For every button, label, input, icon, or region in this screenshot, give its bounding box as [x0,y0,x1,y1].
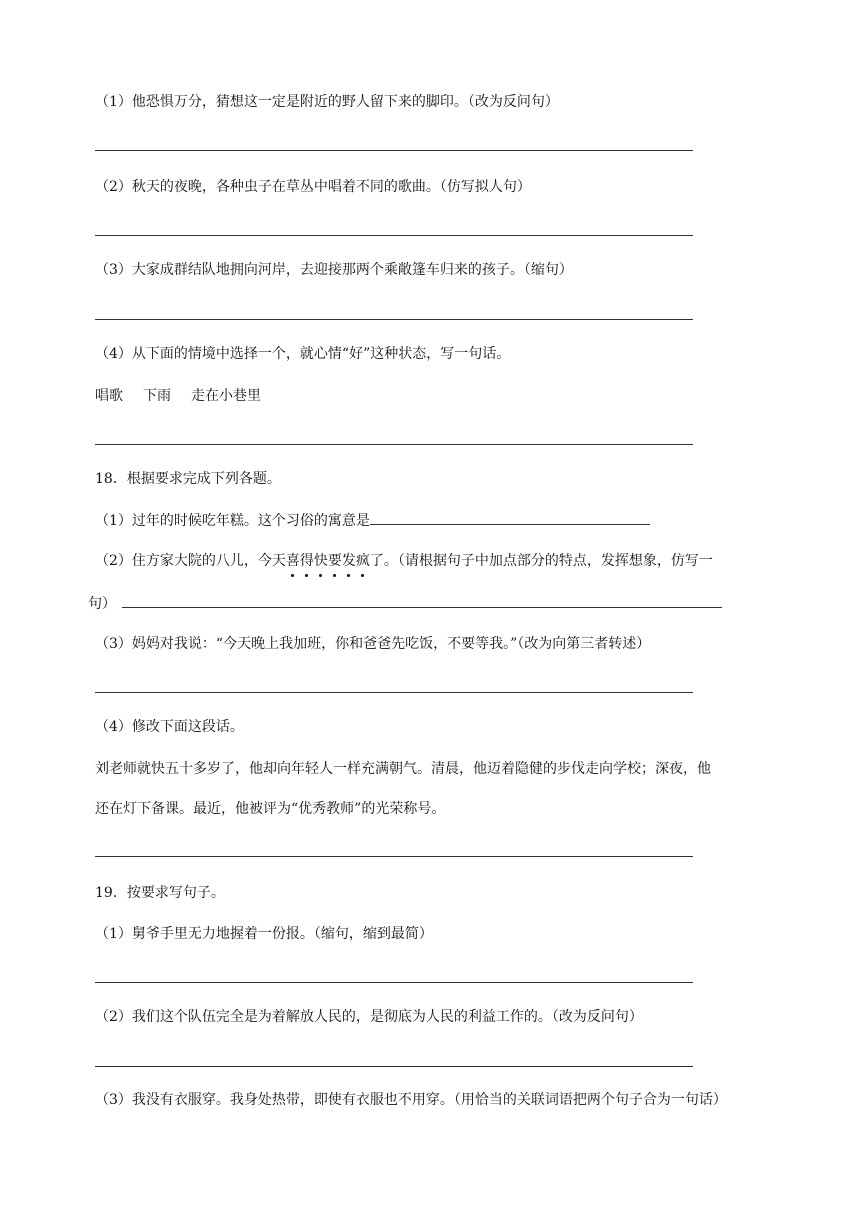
q18-part3-prompt: （3）妈妈对我说：“今天晚上我加班，你和爸爸先吃饭，不要等我。”（改为向第三者转述） [95,636,651,652]
q17-part2-answer-line[interactable] [95,235,693,236]
q19-part1-prompt: （1）舅爷手里无力地握着一份报。（缩句，缩到最简） [95,926,433,942]
q19-title: 19．按要求写句子。 [95,885,225,901]
q17-part1-prompt: （1）他恐惧万分，猜想这一定是附近的野人留下来的脚印。（改为反问句） [95,94,559,110]
q17-option-3: 走在小巷里 [191,388,261,404]
q19-part2-prompt: （2）我们这个队伍完全是为着解放人民的，是彻底为人民的利益工作的。（改为反问句） [95,1009,643,1025]
q18-part4-prompt: （4）修改下面这段话。 [95,719,244,735]
q18-title: 18．根据要求完成下列各题。 [95,471,281,487]
q17-option-2: 下雨 [143,388,171,404]
q18-part1-blank[interactable] [370,510,650,525]
q18-part3-answer-line[interactable] [95,692,693,693]
emphasis-char: 得 [299,553,314,569]
q18-part2 [95,551,713,571]
q18-part1-prompt: （1）过年的时候吃年糕。这个习俗的寓意是 [95,513,370,529]
q17-option-1: 唱歌 [95,388,123,404]
q18-part2-continuation [88,593,722,614]
q18-part1 [95,510,650,531]
q17-part3-answer-line[interactable] [95,319,693,320]
q17-part4-answer-line[interactable] [95,444,693,445]
q18-part2-after: 了。（请根据句子中加点部分的特点，发挥想象，仿写一 [369,553,713,569]
q18-part2-before: （2）住方家大院的八儿，今天 [95,553,286,569]
q18-part2-continuation-text: 句） [88,596,116,612]
emphasis-char: 疯 [355,553,370,569]
q19-part2-answer-line[interactable] [95,1066,693,1067]
emphasis-char: 要 [327,553,342,569]
q17-part3-prompt: （3）大家成群结队地拥向河岸，去迎接那两个乘敞篷车归来的孩子。（缩句） [95,262,573,278]
q18-passage-line2: 还在灯下备课。最近，他被评为“优秀教师”的光荣称号。 [95,801,446,817]
q19-part1-answer-line[interactable] [95,982,693,983]
q18-part4-answer-line[interactable] [95,856,693,857]
q18-passage-line1: 刘老师就快五十多岁了，他却向年轻人一样充满朝气。清晨，他迈着隐健的步伐走向学校；深夜，他 [95,761,711,777]
q19-part3-prompt: （3）我没有衣服穿。我身处热带，即使有衣服也不用穿。（用恰当的关联词语把两个句子合为一句话） [95,1092,727,1108]
emphasis-char: 快 [313,553,328,569]
q17-part2-prompt: （2）秋天的夜晚，各种虫子在草丛中唱着不同的歌曲。（仿写拟人句） [95,179,531,195]
q18-part2-blank[interactable] [122,593,722,608]
q17-part4-prompt: （4）从下面的情境中选择一个，就心情“好”这种状态，写一句话。 [95,346,511,362]
emphasis-char: 喜 [285,553,300,569]
emphasis-char: 发 [341,553,356,569]
q17-options [95,386,261,406]
q17-part1-answer-line[interactable] [95,150,693,151]
